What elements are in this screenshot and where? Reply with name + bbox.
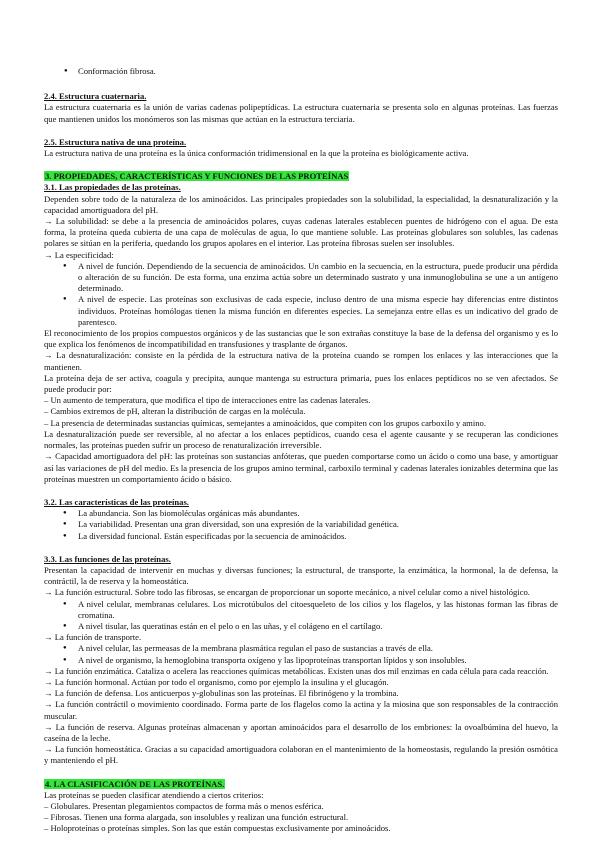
chapter-heading: 3. PROPIEDADES, CARACTERÍSTICAS Y FUNCIONES DE LAS PROTEÍNAS (45, 171, 349, 182)
paragraph: → La función de transporte. (44, 632, 142, 643)
paragraph: → La función de reserva. Algunas proteínas almacenan y aportan aminoácidos para el desarrollo de los embriones: la ovoalbúmina del huevo, la caseína de la leche. (44, 721, 558, 743)
section-2-4 (44, 91, 558, 125)
section-heading: 2.4. Estructura cuaternaria. (44, 91, 147, 102)
paragraph: – Fibrosas. Tienen una forma alargada, son insolubles y realizan una función estructural. (44, 812, 349, 823)
paragraph: → La función estructural. Sobre todo las fibrosas, se encargan de proporcionar un soporte mecánico, a nivel celular como a nivel histológico. (44, 587, 530, 598)
section-2-5 (44, 137, 558, 159)
paragraph: → La desnaturalización: consiste en la pérdida de la estructura nativa de la proteína cuando se rompen los enlaces y las interacciones que la mantienen. (44, 350, 558, 372)
paragraph: Dependen sobre todo de la naturaleza de los aminoácidos. Las principales propiedades son la solubilidad, la especialidad, la desnaturalización y la capacidad amortiguadora del pH. (44, 193, 558, 215)
paragraph: La estructura nativa de una proteína es la única conformación tridimensional en la que la proteína es biológicamente activa. (44, 148, 469, 159)
list-item: ● A nivel de organismo, la hemoglobina transporta oxígeno y las lipoproteínas transportan lípidos y son insolubles. (44, 655, 558, 666)
paragraph: – Globulares. Presentan plegamientos compactos de forma más o menos esférica. (44, 800, 324, 811)
paragraph: – Un aumento de temperatura, que modifica el tipo de interacciones entre las cadenas laterales. (44, 395, 371, 406)
paragraph: Las proteínas se pueden clasificar atendiendo a ciertos criterios: (44, 789, 264, 800)
section-3-2 (44, 497, 558, 542)
paragraph: – Cambios extremos de pH, alteran la distribución de cargas en la molécula. (44, 406, 306, 417)
paragraph: → La especificidad: (44, 249, 114, 260)
document-page (44, 66, 558, 835)
list-item: ● A nivel celular, membranas celulares. Los microtúbulos del citoesqueleto de los cilios y los flagelos, y las histonas forman las fibras de cromatina. (44, 599, 558, 621)
paragraph: → La función hormonal. Actúan por todo el organismo, como por ejemplo la insulina y el glucagón. (44, 676, 389, 687)
paragraph: – La presencia de determinadas sustancias químicas, semejantes a aminoácidos, que compiten con los grupos carboxilo y amino. (44, 417, 486, 428)
paragraph: La estructura cuaternaria es la unión de varias cadenas polipeptídicas. La estructura cuaternaria se presenta solo en algunas proteínas. Las fuerzas que mantienen unidos los monómeros son las mismas que actúan en la estructura terciaria. (44, 102, 558, 124)
paragraph: → La función contráctil o movimiento coordinado. Forma parte de los flagelos como la actina y la miosina que son responsables de la contracción muscular. (44, 699, 558, 721)
paragraph: → La función enzimática. Cataliza o acelera las reacciones químicas metabólicas. Existen unas dos mil enzimas en cada célula para cada reacción. (44, 665, 549, 676)
list-item: ● A nivel de función. Dependiendo de la secuencia de aminoácidos. Un cambio en la secuencia, en la estructura, puede producir una pérdida o alteración de su función. De esta forma, una enzima actúa sobre un determinado sustrato y una inmunoglobulina se une a un antígeno determinado. (44, 261, 558, 295)
list-item: ● La diversidad funcional. Están especificadas por la secuencia de aminoácidos. (44, 531, 558, 542)
list-item: ● A nivel celular, las permeasas de la membrana plasmática regulan el paso de sustancias a través de ella. (44, 643, 558, 654)
list-item: ● A nivel de especie. Las proteínas son exclusivas de cada especie, incluso dentro de una misma especie hay diferencias entre distintos individuos. Proteínas homólogas tienen la misma función en diferentes especies. La semejanza entre ellas es un indicativo del grado de parentesco. (44, 294, 558, 328)
section-heading: 3.3. Las funciones de las proteínas. (44, 553, 171, 564)
paragraph: Presentan la capacidad de intervenir en muchas y diversas funciones; la estructural, de transporte, la enzimática, la hormonal, la de defensa, la contráctil, la de reserva y la homeostática. (44, 564, 558, 587)
list-item: ● La abundancia. Son las biomoléculas orgánicas más abundantes. (44, 508, 558, 519)
paragraph: → La solubilidad: se debe a la presencia de aminoácidos polares, cuyas cadenas laterales establecen puentes de hidrógeno con el agua. De esta forma, la proteína queda cubierta de una capa de moléculas de agua, lo que mantiene soluble. Las proteínas globulares son solubles, las cadenas polares se sitúan en la periferia, quedando los grupos apolares en el interior. Las proteína fibrosas suelen ser insolubles. (44, 216, 558, 249)
paragraph: → Capacidad amortiguadora del pH: las proteínas son sustancias anfóteras, que pueden comportarse como un ácido o como una base, y amortiguar así las variaciones de pH del medio. Es la presencia de los grupos amino terminal, carboxilo terminal y cadenas laterales ionizables determina que las proteínas muestren un comportamiento ácido o básico. (44, 451, 558, 484)
section-3 (44, 171, 558, 485)
list-item: ● A nivel tisular, las queratinas están en el pelo o en las uñas, y el colágeno en el cartílago. (44, 621, 558, 632)
list-item: ● Conformación fibrosa. (64, 66, 558, 77)
paragraph: → La función de defensa. Los anticuerpos y-globulinas son las proteínas. El fibrinógeno y la trombina. (44, 688, 399, 699)
paragraph: – Holoproteínas o proteínas simples. Son las que están compuestas exclusivamente por aminoácidos. (44, 823, 391, 834)
section-heading: 3.2. Las características de las proteínas. (44, 496, 189, 507)
paragraph: La proteína deja de ser activa, coagula y precipita, aunque mantenga su estructura primaria, pues los enlaces peptídicos no se ven afectados. Se puede producir por: (44, 372, 558, 395)
section-3-3 (44, 554, 558, 767)
chapter-heading: 4. LA CLASIFICACIÓN DE LAS PROTEÍNAS. (45, 778, 225, 789)
section-heading: 2.5. Estructura nativa de una proteína. (44, 136, 187, 147)
paragraph: El reconocimiento de los propios compuestos orgánicos y de las sustancias que le son extrañas constituye la base de la defensa del organismo y es lo que explica los fenómenos de incompatibilidad en transfusiones y trasplante de órganos. (44, 328, 558, 350)
paragraph: La desnaturalización puede ser reversible, al no afectar a los enlaces peptídicos, cuando cesa el agente causante y se recuperan las condiciones normales, las proteínas pueden sufrir un proceso de renaturalización irreversible. (44, 428, 558, 451)
section-4 (44, 779, 558, 835)
list-item: ● La variabilidad. Presentan una gran diversidad, son una expresión de la variabilidad genética. (44, 519, 558, 530)
section-heading: 3.1. Las propiedades de las proteínas. (44, 182, 181, 193)
paragraph: → La función homeostática. Gracias a su capacidad amortiguadora colaboran en el mantenimiento de la homeostasis, regulando la presión osmótica y manteniendo el pH. (44, 744, 558, 766)
